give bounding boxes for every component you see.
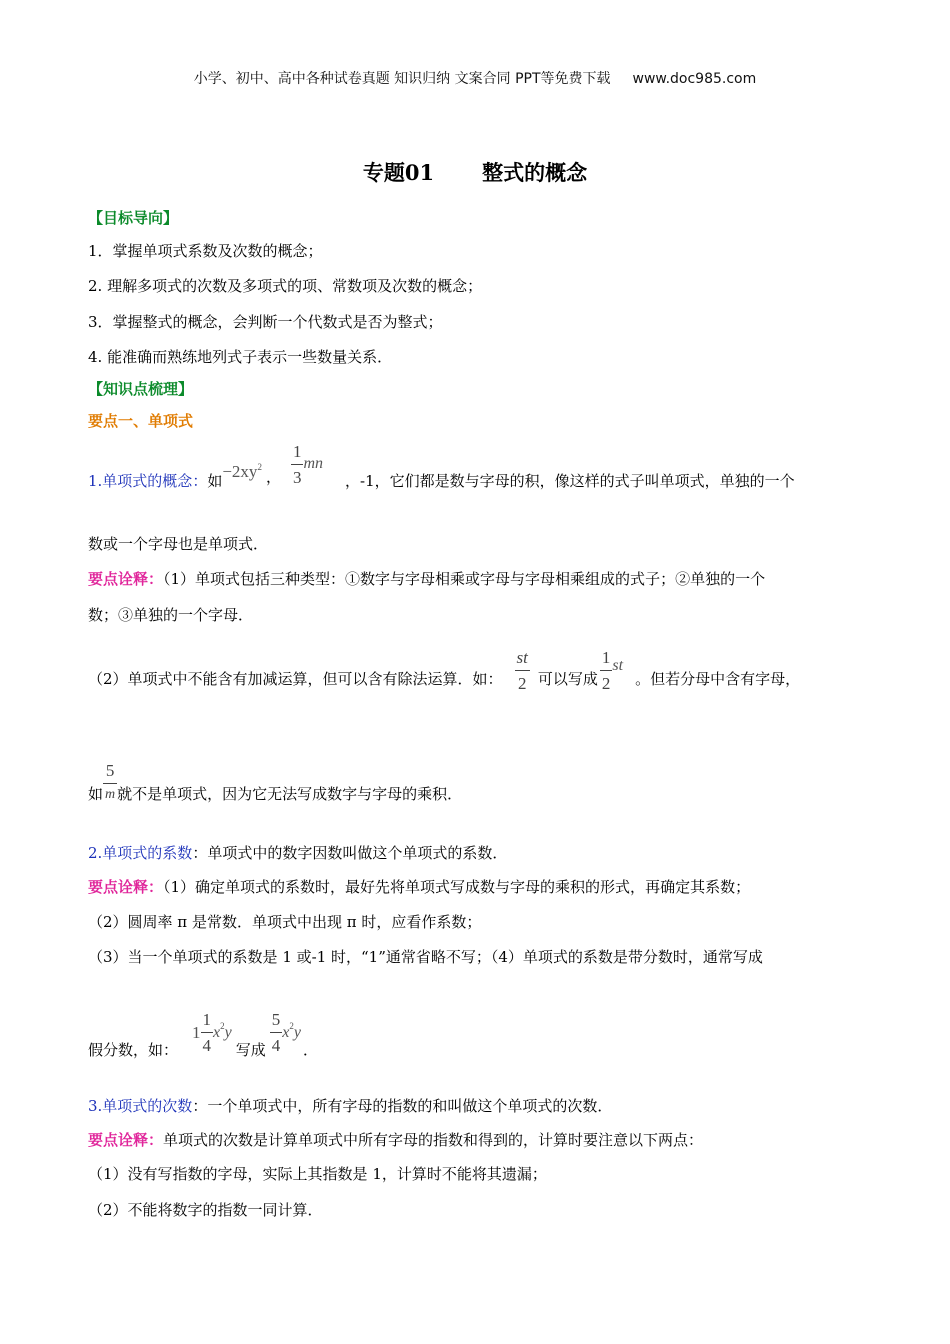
note3-line1 <box>88 1129 703 1150</box>
fraction-numerator: 1 <box>202 1010 212 1029</box>
expr-mn: mn <box>303 455 324 472</box>
note-text: 如 <box>88 785 104 803</box>
goal-item: 2. 理解多项式的次数及多项式的项、常数项及次数的概念； <box>88 277 483 295</box>
fraction-numerator: 5 <box>271 1010 281 1029</box>
fraction-denominator: 4 <box>202 1036 212 1055</box>
monomial-definition-line <box>88 440 795 520</box>
improper-fraction <box>270 1011 283 1054</box>
title-topic-name: 整式的概念 <box>482 160 588 185</box>
note-label: 要点诠释： <box>88 1131 164 1149</box>
mixed-number-expression <box>192 1011 232 1054</box>
fraction-numerator: 1 <box>292 441 302 461</box>
exponent: 2 <box>289 1020 294 1031</box>
improper-fraction-expression <box>270 1011 301 1054</box>
fraction-one-third <box>291 443 304 486</box>
degree-definition-line <box>88 1095 612 1116</box>
note-text: 单项式的次数是计算单项式中所有字母的指数和得到的，计算时要注意以下两点： <box>163 1131 704 1149</box>
point-one-heading: 要点一、单项式 <box>88 412 194 430</box>
degree-label: 3.单项式的次数 <box>88 1097 193 1115</box>
exponent: 2 <box>257 462 262 472</box>
note1-line3 <box>88 636 800 720</box>
note-text: 假分数，如： <box>88 1041 179 1059</box>
goal-item: 1．掌握单项式系数及次数的概念； <box>88 242 323 260</box>
note-text: （1）单项式包括三种类型：①数字与字母相乘或字母与字母相乘组成的式子；②单独的一个 <box>163 570 766 588</box>
note-label: 要点诠释： <box>88 878 164 896</box>
colon: ： <box>192 471 208 490</box>
fraction-numerator: 1 <box>601 647 611 667</box>
fraction-denominator: 2 <box>517 673 527 693</box>
note3-line2: （1）没有写指数的字母，实际上其指数是 1，计算时不能将其遗漏； <box>88 1165 547 1183</box>
definition-continuation: 数或一个字母也是单项式． <box>88 535 269 553</box>
note-text: ． <box>302 1041 318 1059</box>
mixed-whole: 1 <box>192 1022 201 1042</box>
goals-heading: 【目标导向】 <box>88 209 179 227</box>
goal-item: 4. 能准确而熟练地列式子表示一些数量关系． <box>88 348 393 366</box>
note2-line2: （2）圆周率 π 是常数．单项式中出现 π 时，应看作系数； <box>88 913 482 931</box>
fraction-st-over-2 <box>515 649 530 692</box>
note2-line1 <box>88 876 750 897</box>
page-header <box>0 68 950 88</box>
note-text: 写成 <box>235 1041 266 1059</box>
goal-item: 3．掌握整式的概念，会判断一个代数式是否为整式； <box>88 313 443 331</box>
var-x: x <box>213 1023 221 1041</box>
fraction-5-over-m <box>103 762 117 802</box>
note1-line2: 数；③单独的一个字母． <box>88 606 254 624</box>
example-prefix: 如 <box>207 471 223 490</box>
page-title <box>0 157 950 187</box>
note3-line3: （2）不能将数字的指数一同计算． <box>88 1201 323 1219</box>
var-y: y <box>224 1023 232 1041</box>
note1-line1 <box>88 568 765 589</box>
mixed-fraction <box>201 1011 214 1054</box>
fraction-one-half <box>600 649 613 692</box>
definition-text: ：单项式中的数字因数叫做这个单项式的系数． <box>192 844 508 862</box>
note1-line4 <box>88 748 462 804</box>
note-text: 就不是单项式，因为它无法写成数字与字母的乘积． <box>117 785 463 803</box>
note-text: （2）单项式中不能含有加减运算，但可以含有除法运算．如： <box>88 669 503 688</box>
fraction-denominator: 4 <box>271 1036 281 1055</box>
fraction-denominator: 2 <box>601 673 611 693</box>
comma: ， <box>265 467 281 486</box>
var-x: x <box>282 1023 290 1041</box>
knowledge-heading: 【知识点梳理】 <box>88 380 194 398</box>
definition-text: ：一个单项式中，所有字母的指数的和叫做这个单项式的次数． <box>192 1097 613 1115</box>
note-text: 。但若分母中含有字母， <box>635 669 801 688</box>
note2-line4 <box>88 1000 318 1060</box>
expr-neg2xy: −2xy <box>222 462 258 481</box>
header-site[interactable]: www.doc985.com <box>632 71 757 87</box>
title-topic-number: 专题01 <box>362 160 435 185</box>
fraction-denominator: m <box>105 787 116 802</box>
fraction-denominator: 3 <box>292 467 302 487</box>
exponent: 2 <box>220 1020 225 1031</box>
monomial-concept-label: 1.单项式的概念 <box>88 471 193 490</box>
expr-st: st <box>612 657 624 674</box>
coefficient-label: 2.单项式的系数 <box>88 844 193 862</box>
note-text: 可以写成 <box>537 669 598 688</box>
header-text: 小学、初中、高中各种试卷真题 知识归纳 文案合同 PPT等免费下载 <box>193 71 611 87</box>
var-y: y <box>293 1023 301 1041</box>
note-text: （1）确定单项式的系数时，最好先将单项式写成数与字母的乘积的形式，再确定其系数； <box>163 878 751 896</box>
definition-text: ，-1，它们都是数与字母的积，像这样的式子叫单项式，单独的一个 <box>345 471 795 490</box>
fraction-numerator: st <box>516 647 528 667</box>
coefficient-definition-line <box>88 842 507 863</box>
fraction-numerator: 5 <box>105 761 115 780</box>
note2-line3: （3）当一个单项式的系数是 1 或-1 时，“1”通常省略不写；（4）单项式的系数是带分数时，通常写成 <box>88 948 763 966</box>
note-label: 要点诠释： <box>88 570 164 588</box>
